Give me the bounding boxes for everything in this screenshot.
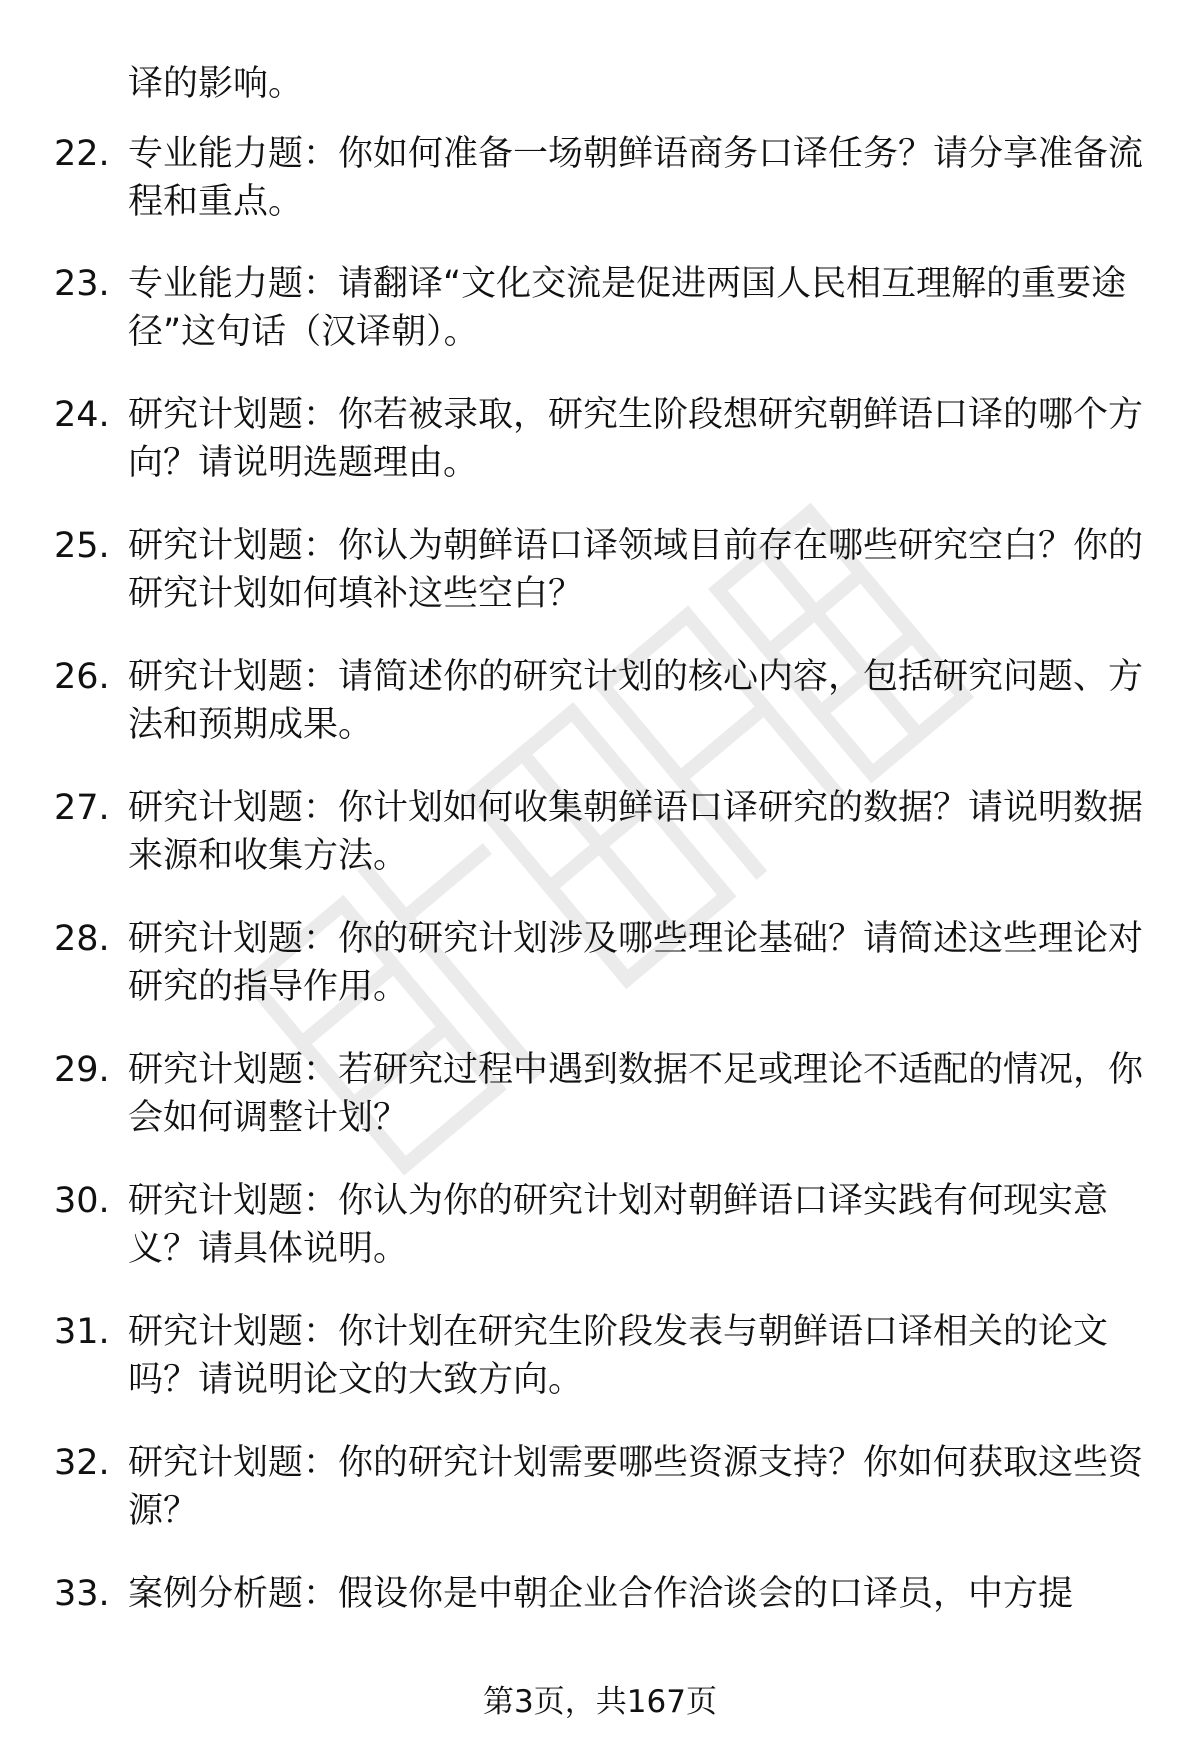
item-number: 30.: [54, 1181, 110, 1221]
item-text: 案例分析题：假设你是中朝企业合作洽谈会的口译员，中方提: [128, 1574, 1074, 1614]
item-text: 研究计划题：你的研究计划需要哪些资源支持？你如何获取这些资源？: [128, 1443, 1144, 1531]
item-text: 研究计划题：你的研究计划涉及哪些理论基础？请简述这些理论对研究的指导作用。: [128, 919, 1144, 1007]
item-number: 28.: [54, 919, 110, 959]
item-number: 33.: [54, 1574, 110, 1614]
item-text: 专业能力题：你如何准备一场朝鲜语商务口译任务？请分享准备流程和重点。: [128, 134, 1144, 222]
item-number: 32.: [54, 1443, 110, 1483]
item-number: 22.: [54, 134, 110, 174]
item-number: 25.: [54, 526, 110, 566]
continued-text: 译的影响。: [128, 64, 304, 104]
page-number: 第3页，共167页: [483, 1684, 717, 1720]
item-text: 研究计划题：你计划如何收集朝鲜语口译研究的数据？请说明数据来源和收集方法。: [128, 788, 1144, 876]
item-number: 29.: [54, 1050, 110, 1090]
item-text: 研究计划题：你认为你的研究计划对朝鲜语口译实践有何现实意义？请具体说明。: [128, 1181, 1109, 1269]
item-text: 研究计划题：你认为朝鲜语口译领域目前存在哪些研究空白？你的研究计划如何填补这些空白？: [128, 526, 1144, 614]
item-number: 26.: [54, 657, 110, 697]
item-number: 31.: [54, 1312, 110, 1352]
item-text: 研究计划题：你计划在研究生阶段发表与朝鲜语口译相关的论文吗？请说明论文的大致方向。: [128, 1312, 1109, 1400]
item-number: 23.: [54, 264, 110, 304]
item-text: 研究计划题：若研究过程中遇到数据不足或理论不适配的情况，你会如何调整计划？: [128, 1050, 1144, 1138]
item-text: 专业能力题：请翻译“文化交流是促进两国人民相互理解的重要途径”这句话（汉译朝）。: [128, 264, 1127, 352]
item-text: 研究计划题：你若被录取，研究生阶段想研究朝鲜语口译的哪个方向？请说明选题理由。: [128, 395, 1144, 483]
item-text: 研究计划题：请简述你的研究计划的核心内容，包括研究问题、方法和预期成果。: [128, 657, 1144, 745]
item-number: 27.: [54, 788, 110, 828]
item-number: 24.: [54, 395, 110, 435]
